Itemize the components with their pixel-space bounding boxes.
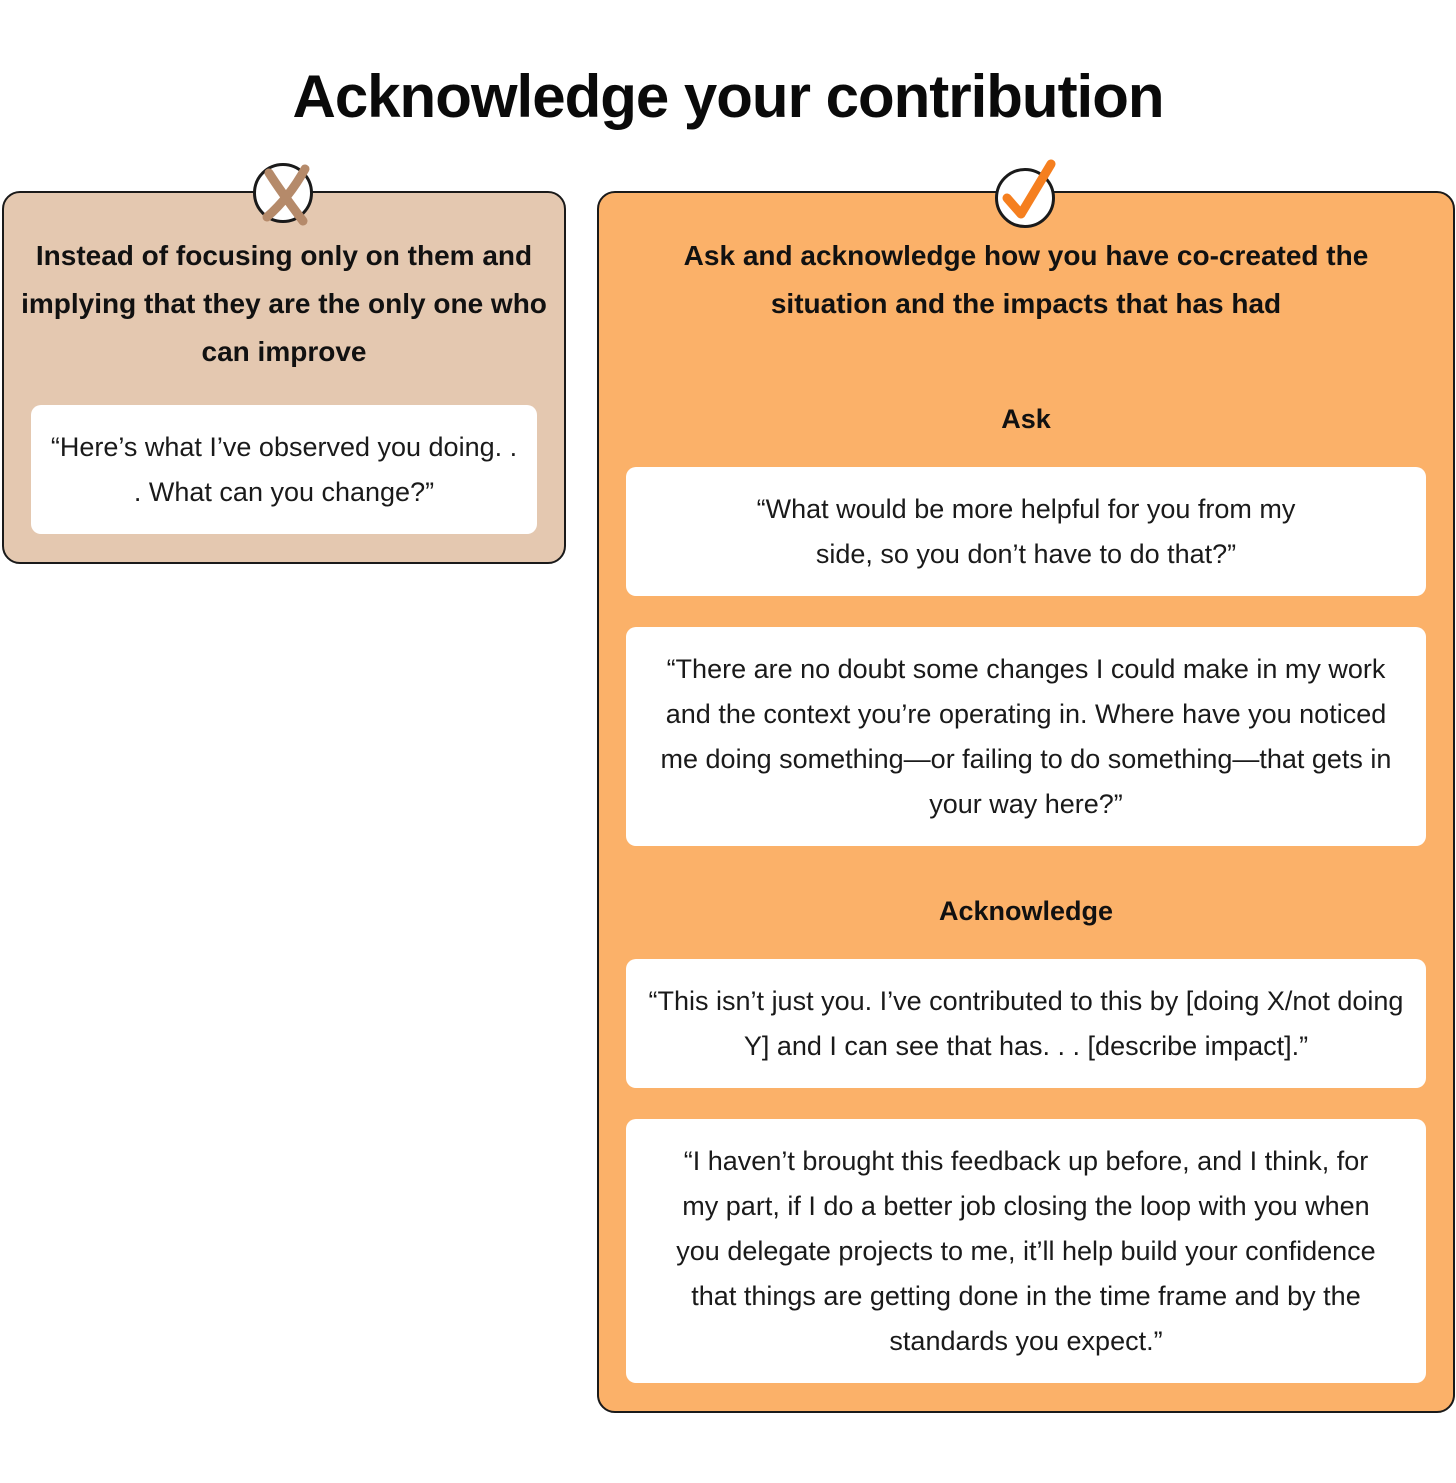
page-title: Acknowledge your contribution bbox=[292, 63, 1164, 130]
dont-heading: Instead of focusing only on them and implying that they are the only one who can improve bbox=[21, 240, 547, 367]
acknowledge-example-text: “I haven’t brought this feedback up before, and I think, for my part, if I do a better job closing the loop with you when you delegate projects to me, it’ll help build your confidence that things are getting done in the time frame and by the standards you expect.” bbox=[676, 1145, 1376, 1356]
ask-example-text: “There are no doubt some changes I could make in my work and the context you’re operating in. Where have you noticed me doing something—or failing to do something—that gets in your way here?” bbox=[660, 653, 1392, 819]
x-mark-icon bbox=[253, 163, 313, 223]
acknowledge-label: Acknowledge bbox=[938, 896, 1114, 926]
acknowledge-example-text: “This isn’t just you. I’ve contributed to this by [doing X/not doing Y] and I can see that has. . . [describe impact].” bbox=[648, 985, 1404, 1061]
ask-example-card bbox=[626, 467, 1426, 596]
check-mark-icon bbox=[995, 168, 1055, 228]
dont-example-text: “Here’s what I’ve observed you doing. . . What can you change?” bbox=[50, 431, 518, 507]
ask-example-text: “What would be more helpful for you from my side, so you don’t have to do that?” bbox=[756, 493, 1296, 569]
ask-example-card bbox=[626, 627, 1426, 846]
do-heading: Ask and acknowledge how you have co-created the situation and the impacts that has had bbox=[683, 240, 1369, 319]
ask-label: Ask bbox=[1001, 404, 1051, 434]
acknowledge-example-card bbox=[626, 1119, 1426, 1383]
acknowledge-example-card bbox=[626, 959, 1426, 1088]
dont-example-card bbox=[31, 405, 537, 534]
